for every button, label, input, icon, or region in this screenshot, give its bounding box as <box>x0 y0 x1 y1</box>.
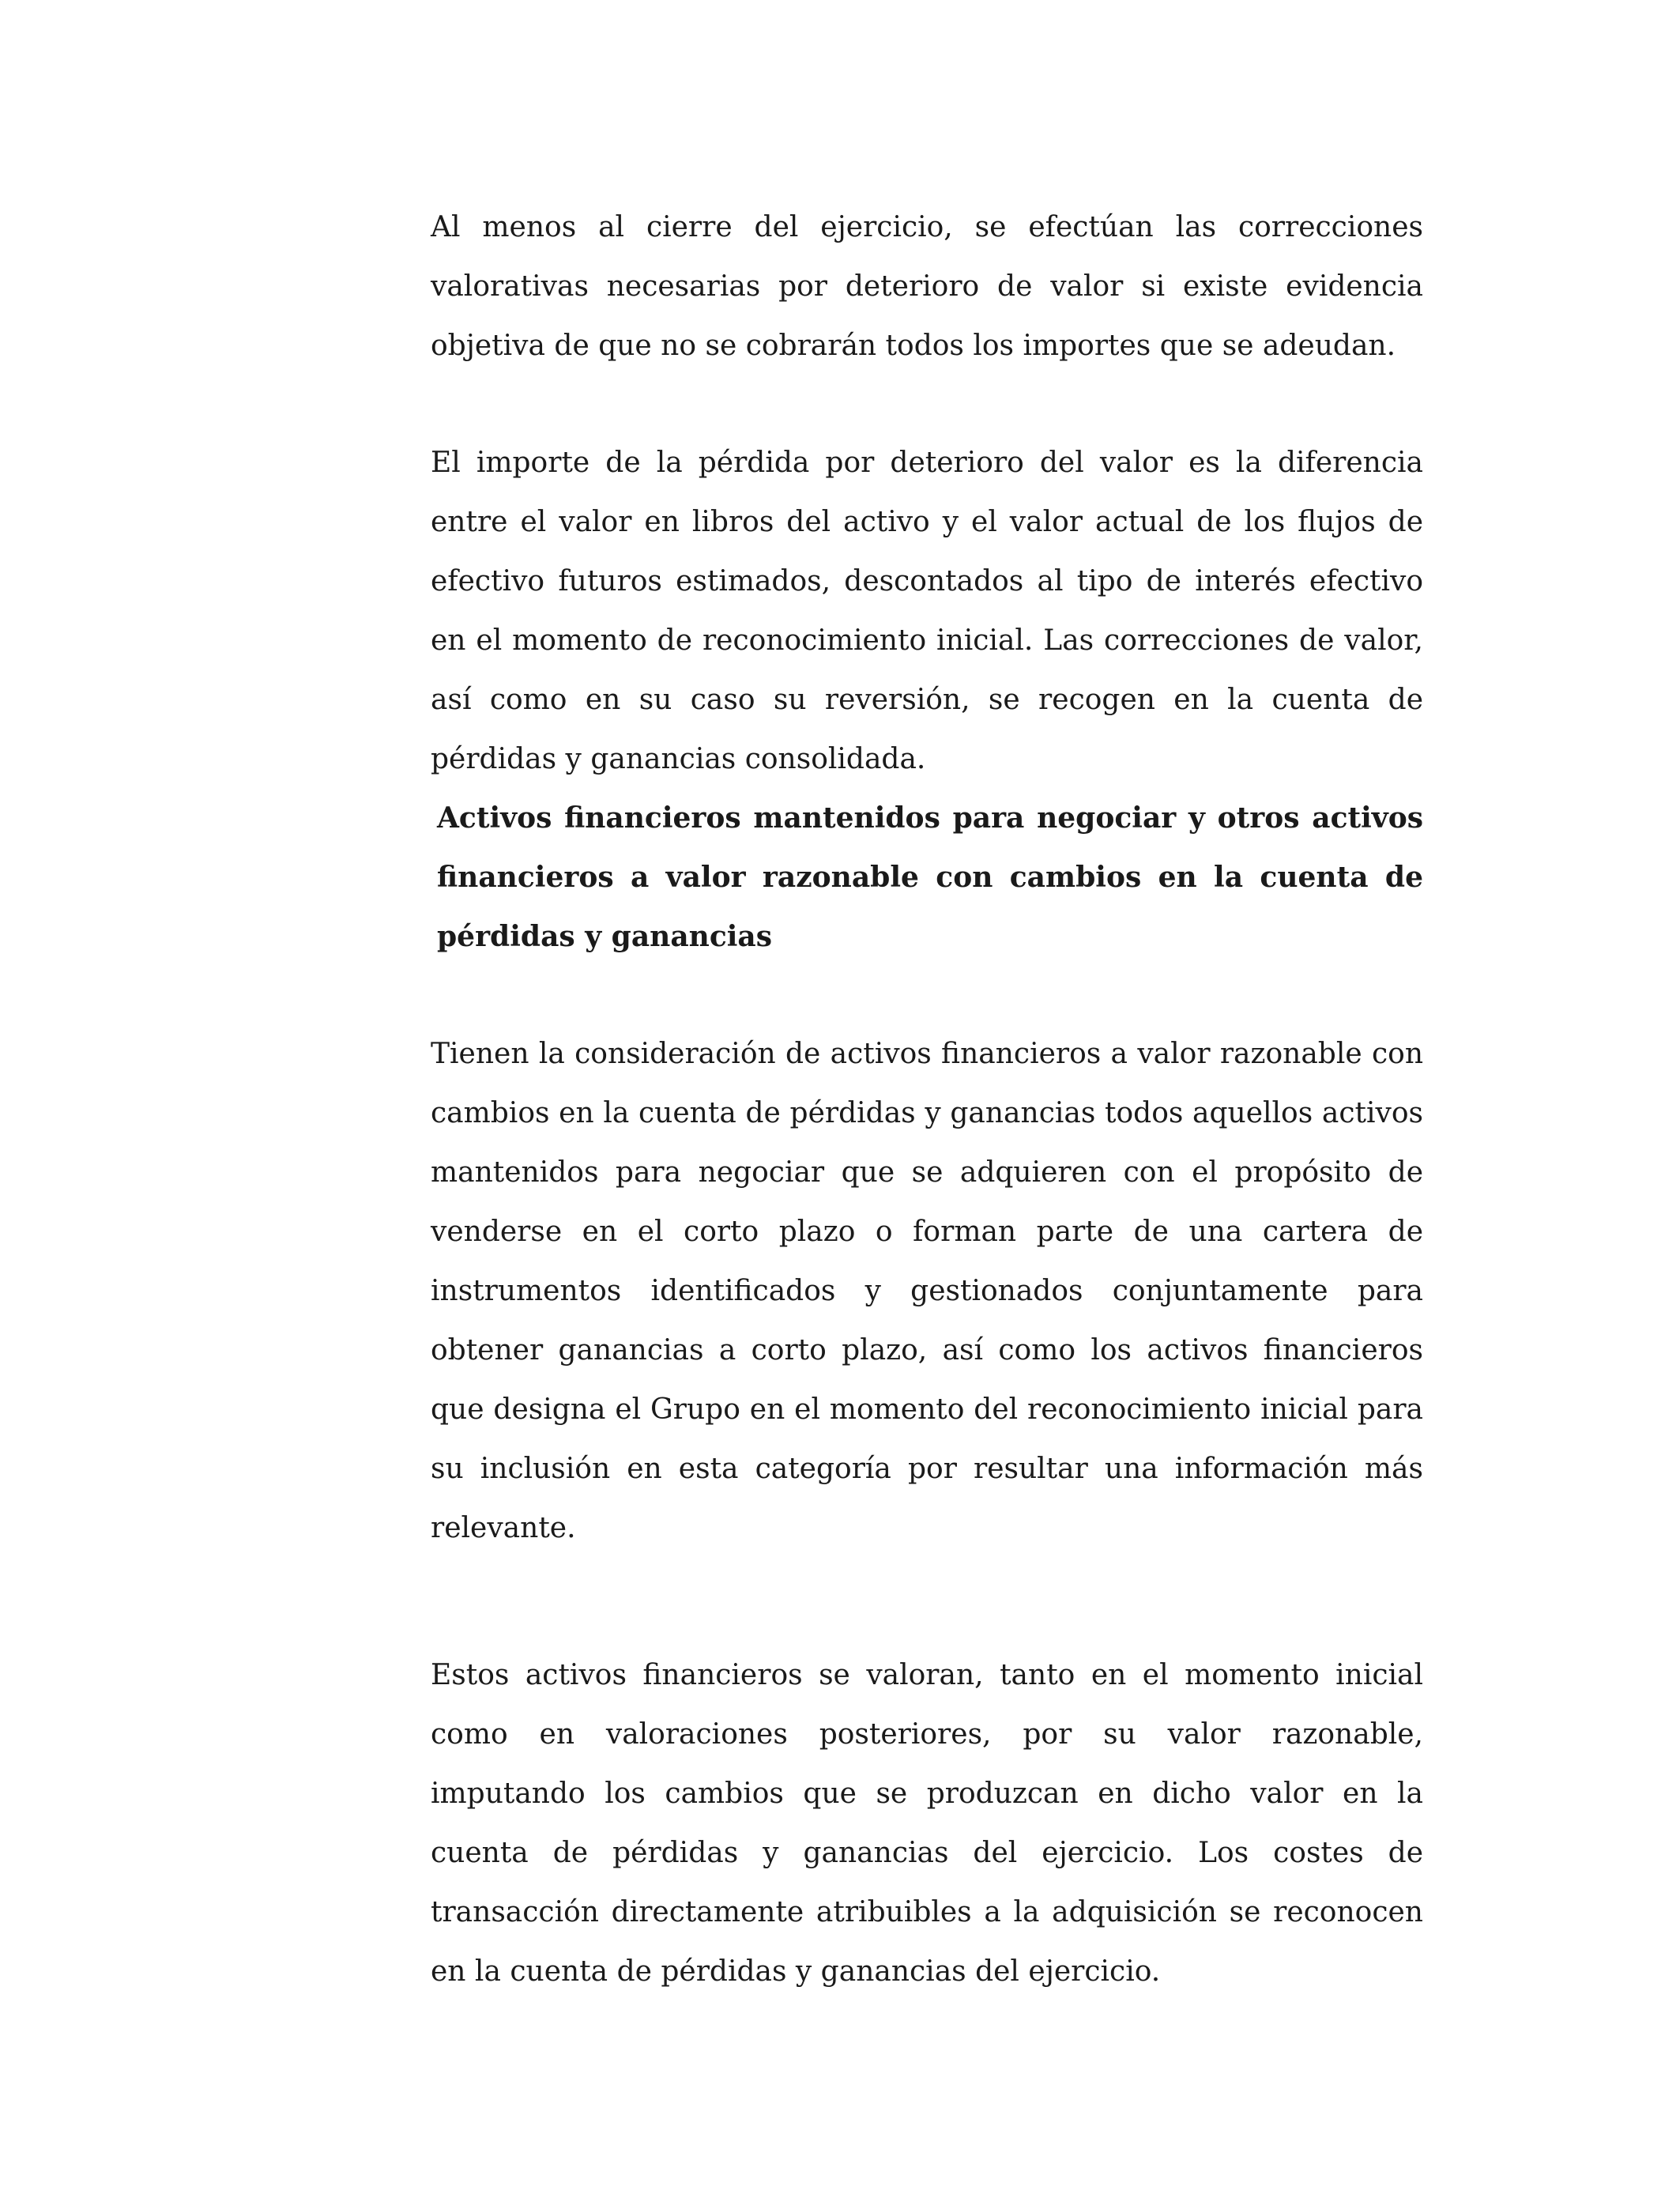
paragraph-impairment-amount: El importe de la pérdida por deterioro del valor es la diferencia entre el valor en libros del activo y el valor actual de los flujos de efectivo futuros estimados, descontados al tipo de interés efectivo en el momento de reconocimiento inicial. Las correcciones de valor, así como en su caso su reversión, se recogen en la cuenta de pérdidas y ganancias consolidada. <box>431 447 1423 775</box>
paragraph-fair-value-classification: Tienen la consideración de activos financieros a valor razonable con cambios en la cuenta de pérdidas y ganancias todos aquellos activos mantenidos para negociar que se adquieren con el propósito de venderse en el corto plazo o forman parte de una cartera de instrumentos identificados y gestionados conjuntamente para obtener ganancias a corto plazo, así como los activos financieros que designa el Grupo en el momento del reconocimiento inicial para su inclusión en esta categoría por resultar una información más relevante. <box>431 1038 1423 1544</box>
paragraph-fair-value-measurement: Estos activos financieros se valoran, tanto en el momento inicial como en valoraciones posteriores, por su valor razonable, imputando los cambios que se produzcan en dicho valor en la cuenta de pérdidas y ganancias del ejercicio. Los costes de transacción directamente atribuibles a la adquisición se reconocen en la cuenta de pérdidas y ganancias del ejercicio. <box>431 1659 1423 1988</box>
section-heading: Activos financieros mantenidos para negociar y otros activos financieros a valor razonable con cambios en la cuenta de pérdidas y ganancias <box>437 801 1423 953</box>
text-column <box>431 198 1423 2001</box>
paragraph-impairment-correction: Al menos al cierre del ejercicio, se efectúan las correcciones valorativas necesarias por deterioro de valor si existe evidencia objetiva de que no se cobrarán todos los importes que se adeudan. <box>431 211 1423 362</box>
